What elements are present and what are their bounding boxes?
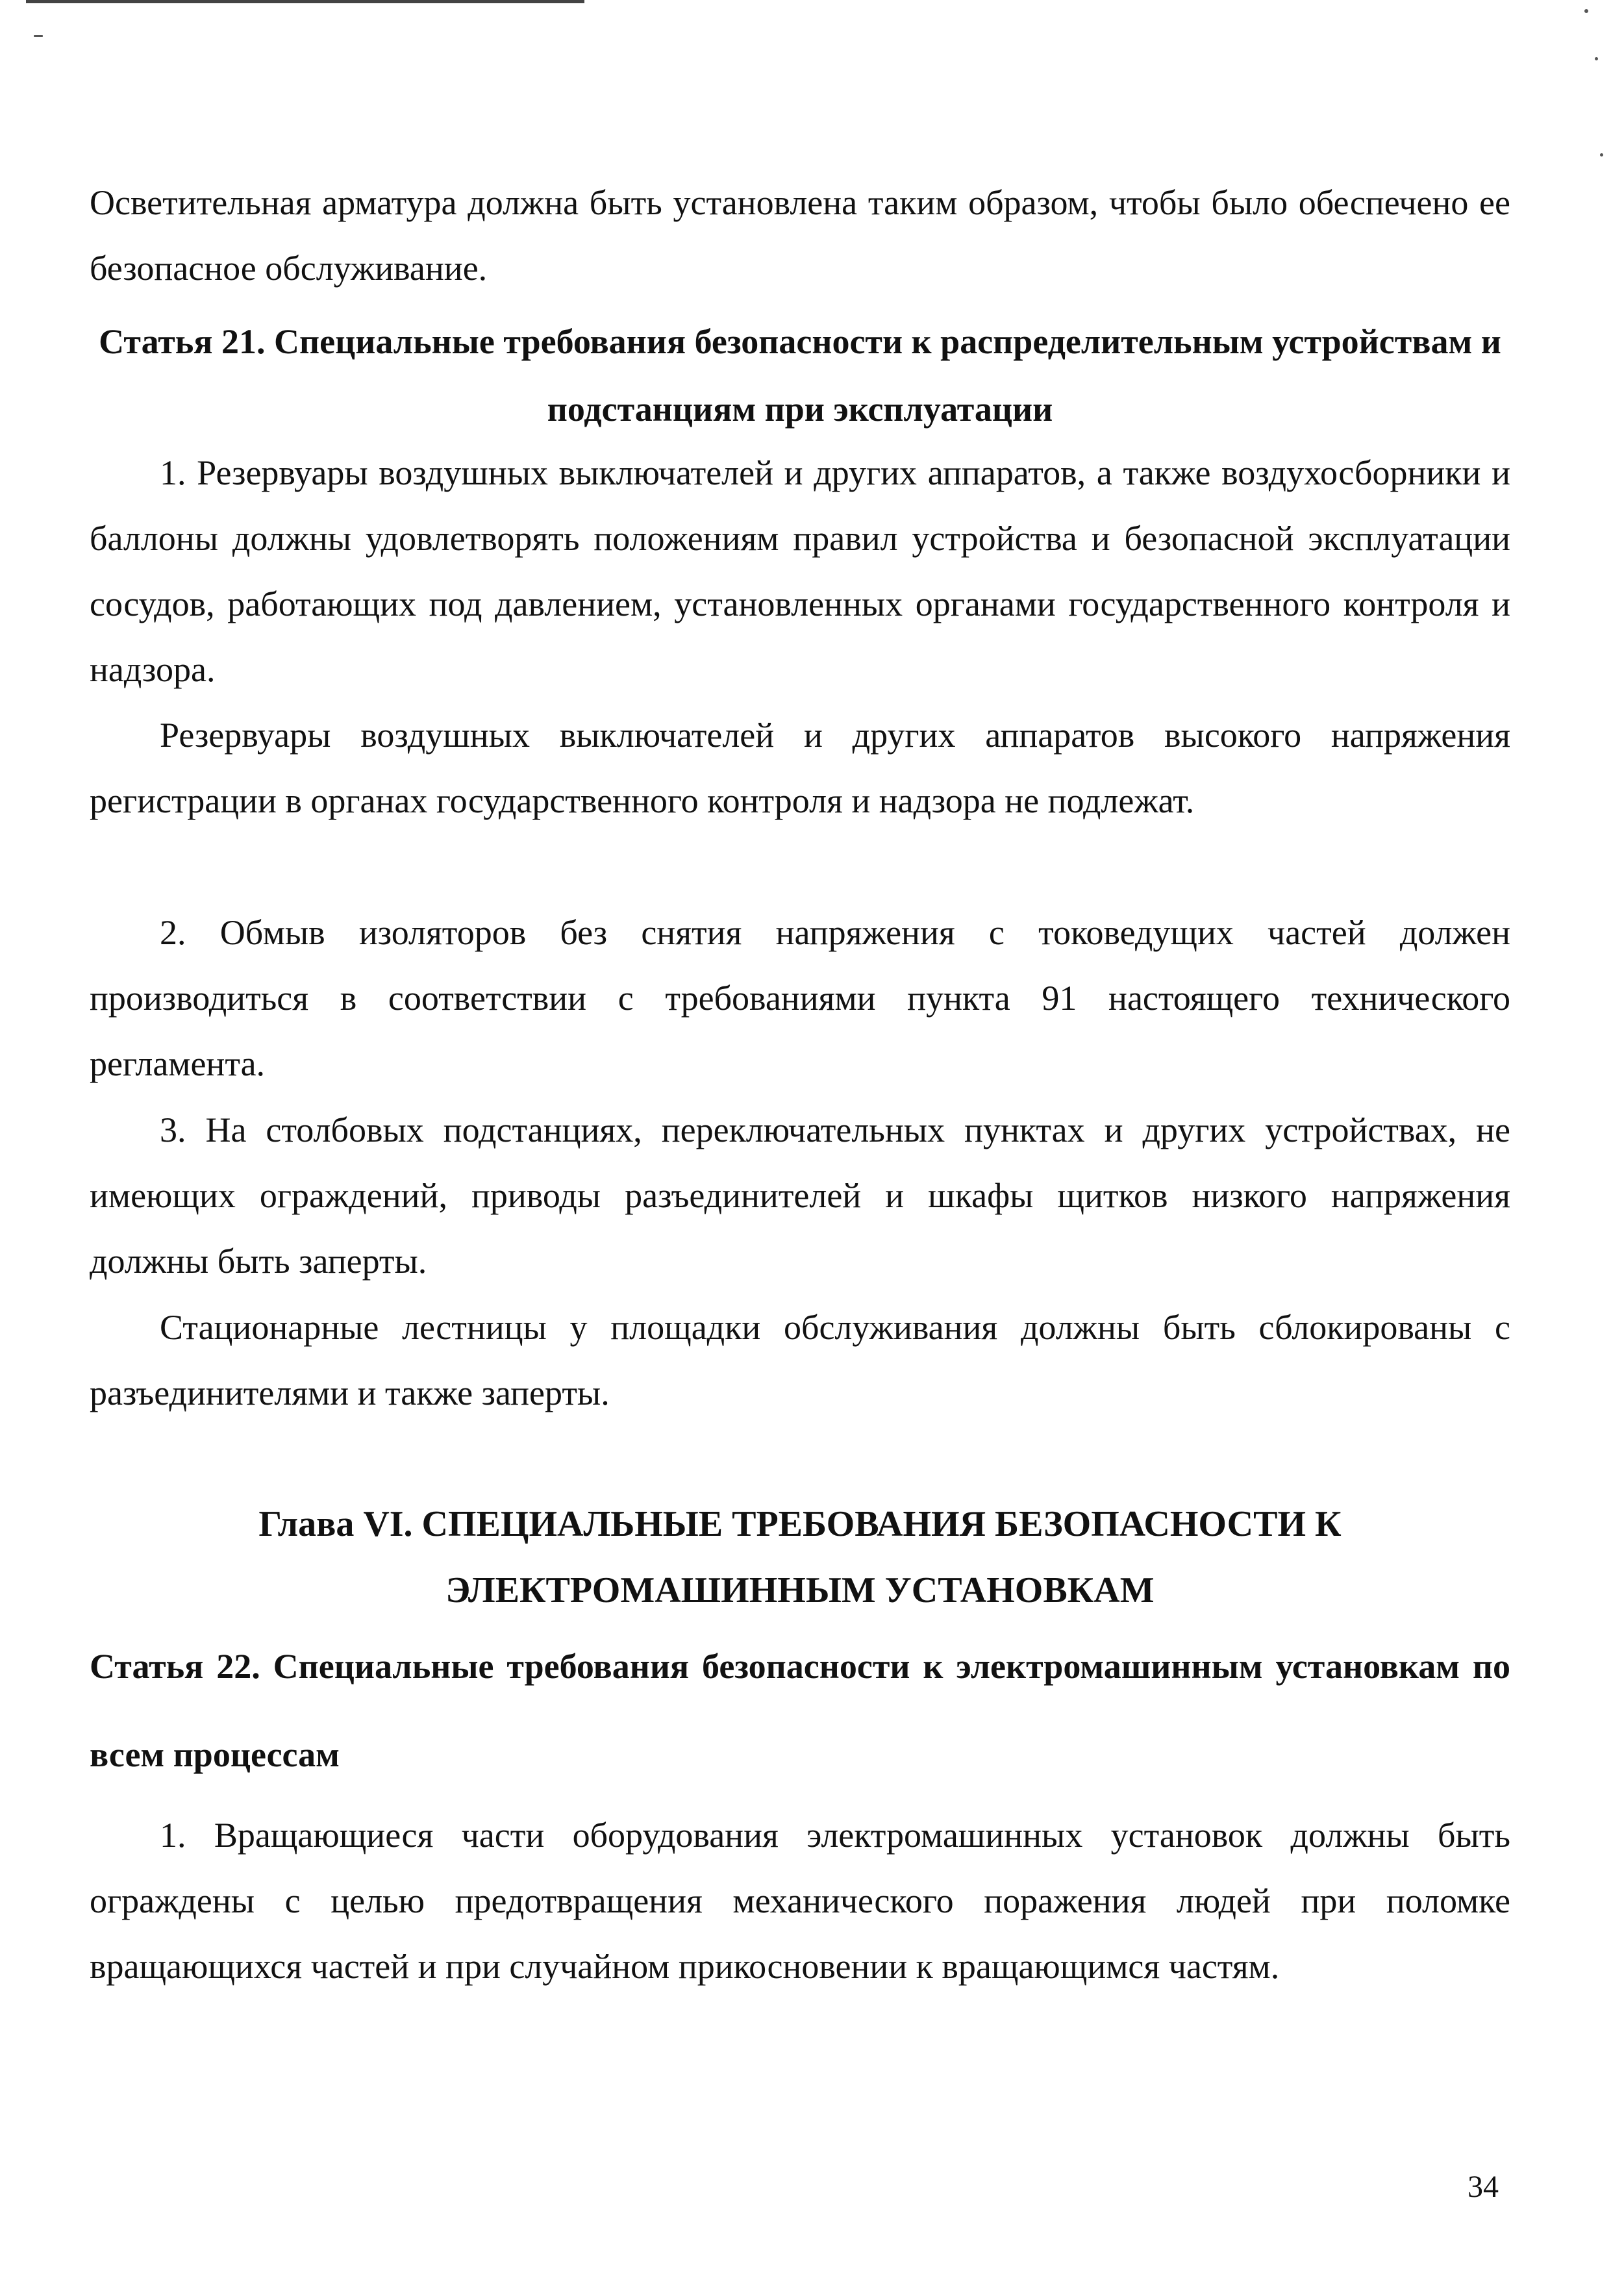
article-21-paragraph-5: Стационарные лестницы у площадки обслуживания должны быть сблокированы с разъединителями и также заперты. — [90, 1308, 1510, 1412]
scan-edge-line — [26, 0, 584, 3]
article-21-paragraph-1: 1. Резервуары воздушных выключателей и других аппаратов, а также воздухосборники и баллоны должны удовлетворять положениям правил устройства и безопасной эксплуатации сосудов, работающих под давлением, установленных органами государственного контроля и надзора. — [90, 453, 1510, 689]
article-21-paragraph-2: Резервуары воздушных выключателей и других аппаратов высокого напряжения регистрации в органах государственного контроля и надзора не подлежат. — [90, 716, 1510, 820]
article-22-paragraph-1: 1. Вращающиеся части оборудования электромашинных установок должны быть ограждены с целью предотвращения механического поражения людей при поломке вращающихся частей и при случайном прикосновении к вращающимся частям. — [90, 1816, 1510, 1986]
scan-speck — [34, 35, 43, 37]
scan-speck — [1595, 57, 1598, 60]
article-21-paragraph-3: 2. Обмыв изоляторов без снятия напряжения с токоведущих частей должен производиться в соответствии с требованиями пункта 91 настоящего технического регламента. — [90, 913, 1510, 1083]
intro-paragraph: Осветительная арматура должна быть установлена таким образом, чтобы было обеспечено ее безопасное обслуживание. — [90, 183, 1510, 288]
page-number: 34 — [1468, 2170, 1499, 2204]
scan-speck — [1584, 9, 1588, 13]
scan-speck — [1600, 153, 1603, 157]
article-21-paragraph-4: 3. На столбовых подстанциях, переключательных пунктах и других устройствах, не имеющих ограждений, приводы разъединителей и шкафы щитков низкого напряжения должны быть заперты. — [90, 1110, 1510, 1281]
article-22-heading: Статья 22. Специальные требования безопасности к электромашинным установкам по всем процессам — [90, 1647, 1510, 1774]
article-21-heading: Статья 21. Специальные требования безопасности к распределительным устройствам и подстанциям при эксплуатации — [99, 322, 1501, 429]
chapter-6-heading: Глава VI. СПЕЦИАЛЬНЫЕ ТРЕБОВАНИЯ БЕЗОПАСНОСТИ К ЭЛЕКТРОМАШИННЫМ УСТАНОВКАМ — [258, 1504, 1342, 1610]
